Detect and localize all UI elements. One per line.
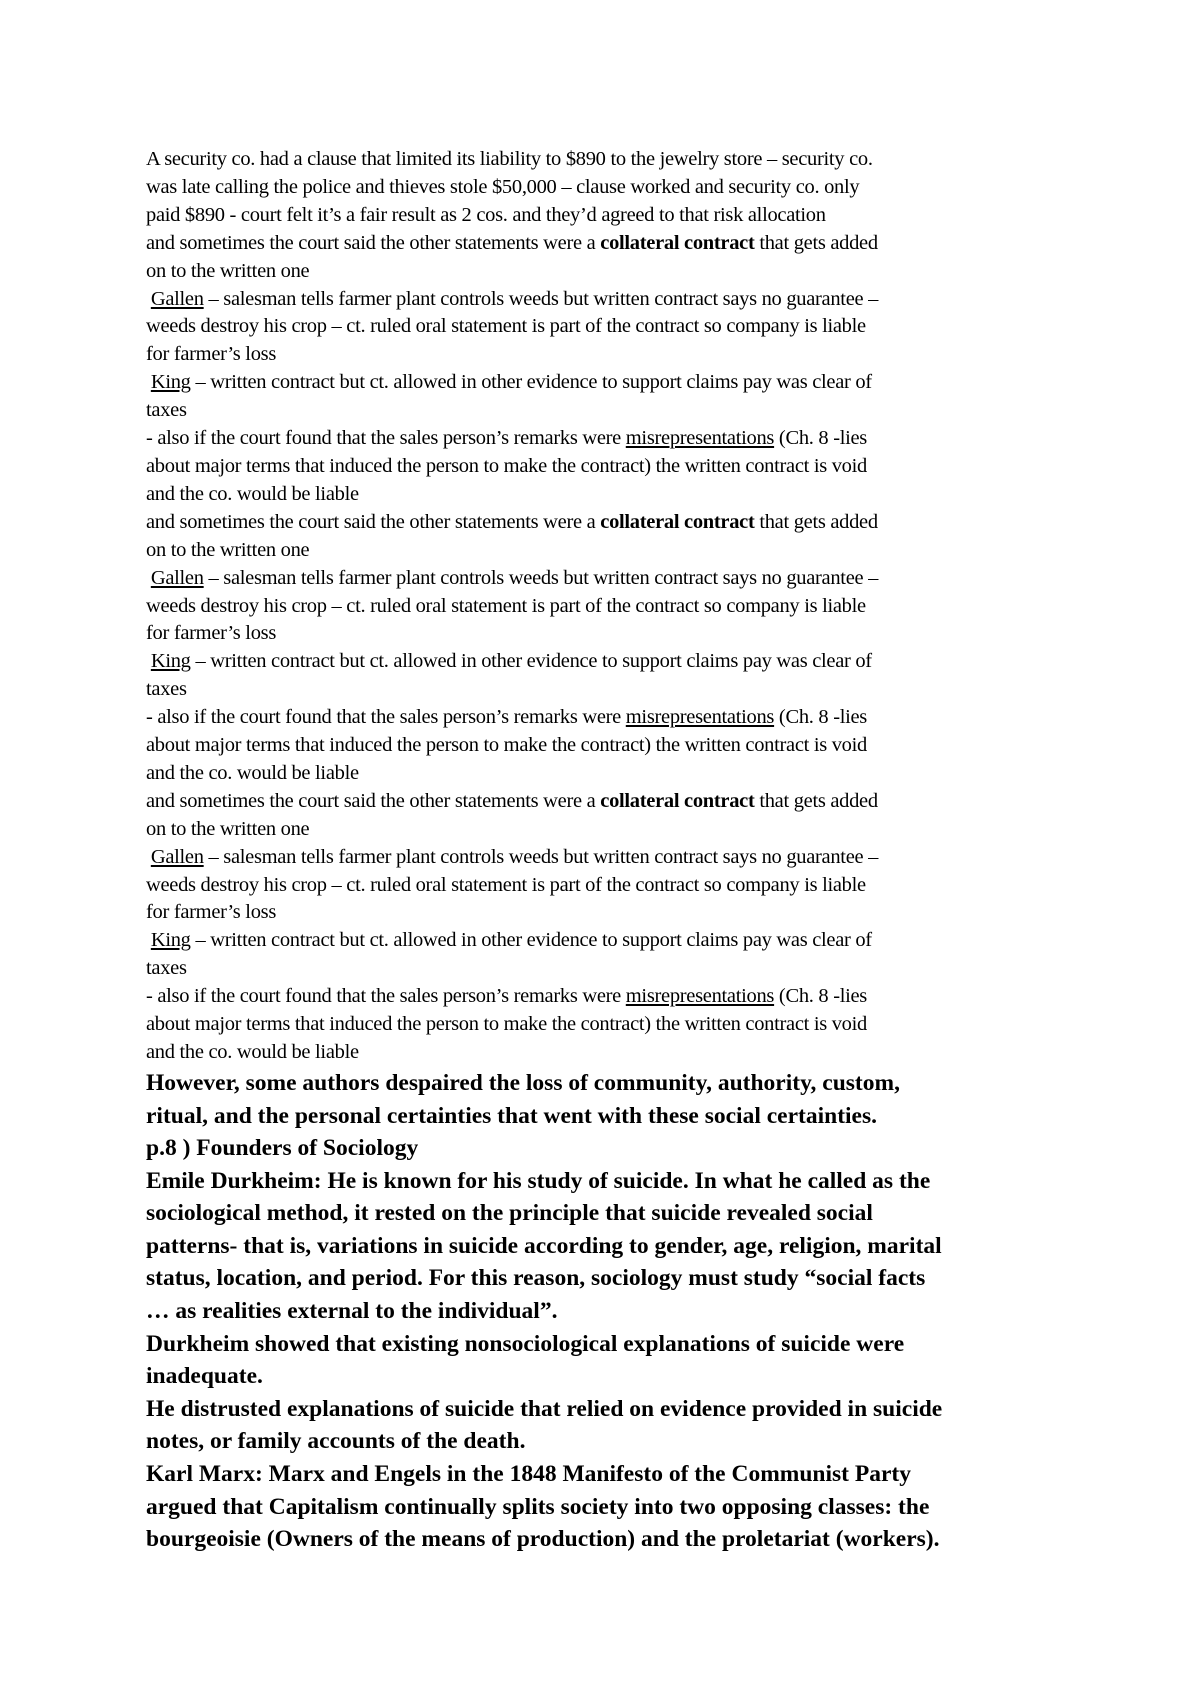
gallen-line: Gallen – salesman tells farmer plant controls weeds but written contract says no guarantee – (150, 845, 879, 868)
text-line: and the co. would be liable (146, 1041, 359, 1063)
text-line: for farmer’s loss (146, 901, 277, 924)
text-line: Karl Marx: Marx and Engels in the 1848 Manifesto of the Communist Party (146, 1461, 911, 1488)
text-line: … as realities external to the individual”. (146, 1298, 558, 1325)
text-line: notes, or family accounts of the death. (146, 1428, 526, 1455)
text-line: about major terms that induced the person to make the contract) the written contract is void (146, 1013, 867, 1036)
text-line: taxes (146, 957, 187, 980)
text-line: weeds destroy his crop – ct. ruled oral statement is part of the contract so company is liable (146, 594, 866, 617)
king-line: King – written contract but ct. allowed in other evidence to support claims pay was clear of (150, 929, 872, 952)
misrep-line: - also if the court found that the sales person’s remarks were misrepresentations (Ch. 8 -lies (146, 985, 867, 1008)
text-line: for farmer’s loss (146, 343, 277, 366)
text-line: weeds destroy his crop – ct. ruled oral statement is part of the contract so company is liable (146, 315, 866, 338)
text-line: and the co. would be liable (146, 482, 359, 505)
misrep-line: - also if the court found that the sales person’s remarks were misrepresentations (Ch. 8 -lies (146, 427, 867, 450)
text-line: and the co. would be liable (146, 761, 359, 784)
case-name-gallen: Gallen (150, 566, 204, 589)
text-line: patterns- that is, variations in suicide according to gender, age, religion, marital (146, 1232, 942, 1259)
text-line: argued that Capitalism continually splits society into two opposing classes: the (146, 1493, 930, 1520)
case-name-gallen: Gallen (150, 287, 204, 310)
text-line: was late calling the police and thieves stole $50,000 – clause worked and security co. only (146, 175, 860, 198)
text-line: Emile Durkheim: He is known for his study of suicide. In what he called as the (146, 1167, 931, 1194)
text-line: bourgeoisie (Owners of the means of production) and the proletariat (workers). (146, 1526, 940, 1553)
case-name-king: King (150, 929, 191, 952)
case-name-king: King (150, 371, 191, 394)
text-line: paid $890 - court felt it’s a fair result as 2 cos. and they’d agreed to that risk allocation (146, 203, 826, 226)
gallen-line: Gallen – salesman tells farmer plant controls weeds but written contract says no guarantee – (150, 566, 879, 589)
text-line: sociological method, it rested on the principle that suicide revealed social (146, 1200, 873, 1227)
text-line: on to the written one (146, 538, 310, 561)
collateral-line: and sometimes the court said the other statements were a collateral contract that gets added (146, 510, 878, 533)
text-line: ritual, and the personal certainties that went with these social certainties. (146, 1102, 878, 1129)
case-name-king: King (150, 650, 191, 673)
text-line: taxes (146, 678, 187, 701)
text-line: for farmer’s loss (146, 622, 277, 645)
text-line: on to the written one (146, 817, 310, 840)
text-line: inadequate. (146, 1363, 263, 1390)
text-line: status, location, and period. For this reason, sociology must study “social facts (146, 1265, 926, 1292)
founders-heading: p.8 ) Founders of Sociology (146, 1135, 419, 1162)
text-line: about major terms that induced the person to make the contract) the written contract is void (146, 454, 867, 477)
text-line: Durkheim showed that existing nonsociological explanations of suicide were (146, 1330, 905, 1357)
misrep-term: misrepresentations (625, 985, 775, 1008)
document-body (146, 146, 1086, 1556)
collateral-term: collateral contract (600, 231, 755, 254)
collateral-term: collateral contract (600, 789, 755, 812)
text-line: A security co. had a clause that limited its liability to $890 to the jewelry store – security co. (146, 148, 873, 170)
misrep-term: misrepresentations (625, 706, 775, 729)
text-line: He distrusted explanations of suicide that relied on evidence provided in suicide (146, 1395, 943, 1422)
legal-notes (146, 146, 1086, 1067)
text-line: taxes (146, 399, 187, 422)
misrep-line: - also if the court found that the sales person’s remarks were misrepresentations (Ch. 8 -lies (146, 706, 867, 729)
king-line: King – written contract but ct. allowed in other evidence to support claims pay was clear of (150, 371, 872, 394)
misrep-term: misrepresentations (625, 427, 775, 450)
text-line: about major terms that induced the person to make the contract) the written contract is void (146, 734, 867, 757)
text-line: weeds destroy his crop – ct. ruled oral statement is part of the contract so company is liable (146, 873, 866, 896)
sociology-notes (146, 1067, 1086, 1556)
collateral-line: and sometimes the court said the other statements were a collateral contract that gets added (146, 231, 878, 254)
gallen-line: Gallen – salesman tells farmer plant controls weeds but written contract says no guarantee – (150, 287, 879, 310)
collateral-term: collateral contract (600, 510, 755, 533)
collateral-line: and sometimes the court said the other statements were a collateral contract that gets added (146, 789, 878, 812)
case-name-gallen: Gallen (150, 845, 204, 868)
text-line: on to the written one (146, 259, 310, 282)
king-line: King – written contract but ct. allowed in other evidence to support claims pay was clear of (150, 650, 872, 673)
text-line: However, some authors despaired the loss of community, authority, custom, (146, 1069, 900, 1096)
